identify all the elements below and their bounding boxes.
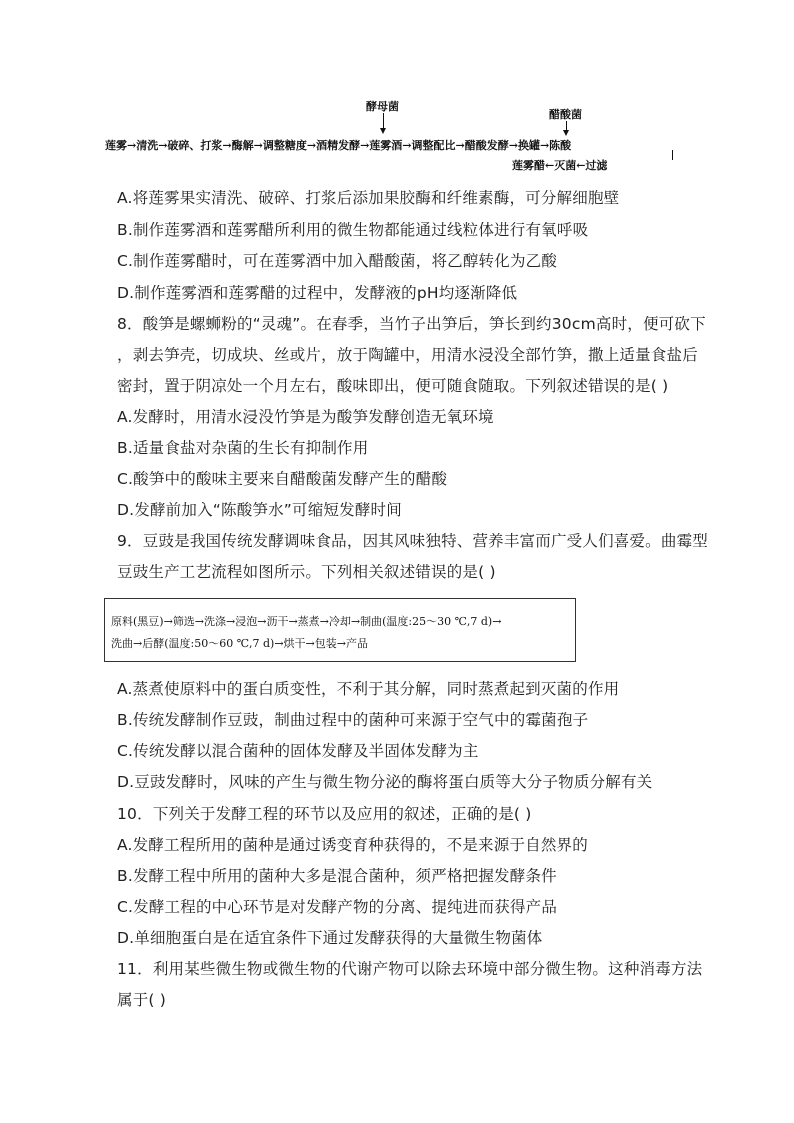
q10-option-c: C.发酵工程的中心环节是对发酵产物的分离、提纯进而获得产品 <box>117 898 558 916</box>
flow-row-2: 莲雾醋←灭菌←过滤 <box>512 159 608 172</box>
yeast-arrow-head <box>380 128 386 134</box>
q11-stem-line-2: 属于( ) <box>117 991 167 1009</box>
q8-option-b: B.适量食盐对杂菌的生长有抑制作用 <box>117 439 369 457</box>
q7-option-c: C.制作莲雾醋时，可在莲雾酒中加入醋酸菌，将乙醇转化为乙酸 <box>117 252 558 270</box>
q7-option-a: A.将莲雾果实清洗、破碎、打浆后添加果胶酶和纤维素酶，可分解细胞壁 <box>117 189 620 207</box>
q10-option-d: D.单细胞蛋白是在适宜条件下通过发酵获得的大量微生物菌体 <box>117 929 543 947</box>
process-row-1: 原料(黑豆)→筛选→洗涤→浸泡→沥干→蒸煮→冷却→制曲(温度:25～30 ℃,7 d)→ <box>111 615 502 628</box>
q8-stem-line-2: ，剥去笋壳，切成块、丝或片，放于陶罐中，用清水浸没全部竹笋，撒上适量食盐后 <box>117 346 698 364</box>
q10-option-b: B.发酵工程中所用的菌种大多是混合菌种，须严格把握发酵条件 <box>117 867 557 885</box>
yeast-arrow-line <box>383 113 384 129</box>
q8-option-d: D.发酵前加入“陈酸笋水”可缩短发酵时间 <box>117 501 402 519</box>
q9-option-c: C.传统发酵以混合菌种的固体发酵及半固体发酵为主 <box>117 742 479 760</box>
q8-stem-line-3: 密封，置于阴凉处一个月左右，酸味即出，便可随食随取。下列叙述错误的是( ) <box>117 377 669 395</box>
q7-option-b: B.制作莲雾酒和莲雾醋所利用的微生物都能通过线粒体进行有氧呼吸 <box>117 221 589 239</box>
flow-return-line <box>672 150 673 160</box>
q9-stem-line-2: 豆豉生产工艺流程如图所示。下列相关叙述错误的是( ) <box>117 563 496 581</box>
q9-option-d: D.豆豉发酵时，风味的产生与微生物分泌的酶将蛋白质等大分子物质分解有关 <box>117 773 653 791</box>
q8-stem-line-1: 8．酸笋是螺蛳粉的“灵魂”。在春季，当竹子出笋后，笋长到约30cm高时，便可砍下 <box>117 315 706 333</box>
q10-option-a: A.发酵工程所用的菌种是通过诱变育种获得的，不是来源于自然界的 <box>117 836 588 854</box>
q7-option-d: D.制作莲雾酒和莲雾醋的过程中，发酵液的pH均逐渐降低 <box>117 284 518 302</box>
q9-stem-line-1: 9．豆豉是我国传统发酵调味食品，因其风味独特、营养丰富而广受人们喜爱。曲霉型 <box>117 532 708 550</box>
flow-row-1: 莲雾→清洗→破碎、打浆→酶解→调整糖度→酒精发酵→莲雾酒→调整配比→醋酸发酵→换罐→陈酸 <box>105 139 572 152</box>
q11-stem-line-1: 11．利用某些微生物或微生物的代谢产物可以除去环境中部分微生物。这种消毒方法 <box>117 960 703 978</box>
acetic-label: 醋酸菌 <box>549 108 582 121</box>
process-row-2: 洗曲→后酵(温度:50～60 ℃,7 d)→烘干→包装→产品 <box>111 637 368 650</box>
fermentation-flow-diagram <box>105 98 685 174</box>
q8-option-c: C.酸笋中的酸味主要来自醋酸菌发酵产生的醋酸 <box>117 470 448 488</box>
q9-option-a: A.蒸煮使原料中的蛋白质变性，不利于其分解，同时蒸煮起到灭菌的作用 <box>117 680 620 698</box>
q10-stem: 10．下列关于发酵工程的环节以及应用的叙述，正确的是( ) <box>117 805 532 823</box>
q9-option-b: B.传统发酵制作豆豉，制曲过程中的菌种可来源于空气中的霉菌孢子 <box>117 711 589 729</box>
yeast-label: 酵母菌 <box>366 100 399 113</box>
douchi-process-box <box>104 598 576 662</box>
acetic-arrow-head <box>563 130 569 136</box>
q8-option-a: A.发酵时，用清水浸没竹笋是为酸笋发酵创造无氧环境 <box>117 408 494 426</box>
